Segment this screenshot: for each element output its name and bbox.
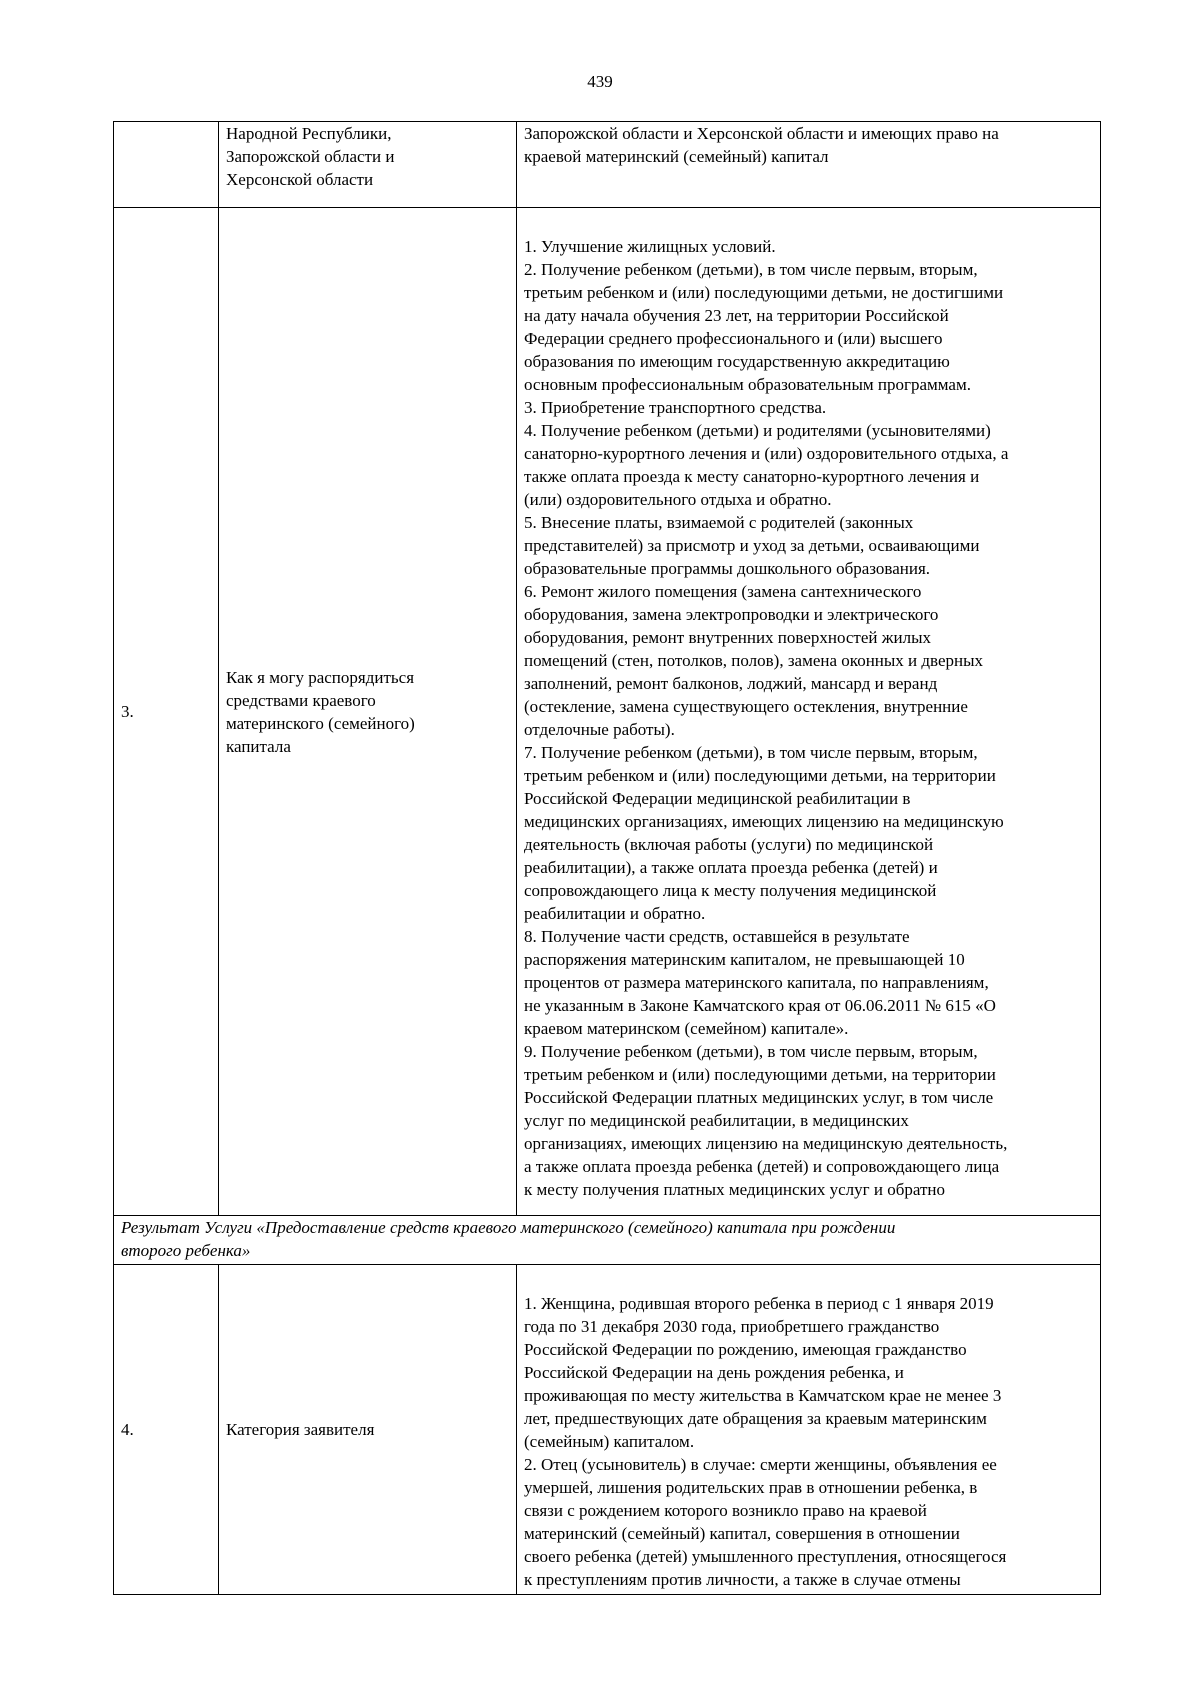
content-line: (остекление, замена существующего остекления, внутренние [524, 697, 968, 716]
content-line: 4. Получение ребенком (детьми) и родителями (усыновителями) [524, 421, 991, 440]
content-line: проживающая по месту жительства в Камчатском крае не менее 3 [524, 1386, 1002, 1405]
content-line: сопровождающего лица к месту получения медицинской [524, 881, 937, 900]
name-line: средствами краевого [226, 690, 376, 710]
page-number: 439 [587, 72, 613, 91]
content-line: распоряжения материнским капиталом, не превышающей 10 [524, 950, 965, 969]
content-line: к месту получения платных медицинских услуг и обратно [524, 1180, 945, 1199]
name-line: материнского (семейного) [226, 713, 415, 733]
content-line: образовательные программы дошкольного образования. [524, 559, 931, 578]
table-row-continuation [114, 122, 1101, 208]
row-content-cell [517, 1265, 1101, 1595]
result-heading-row [114, 1216, 1101, 1265]
content-line: 1. Женщина, родившая второго ребенка в период с 1 января 2019 [524, 1294, 994, 1313]
row-content-cell [517, 208, 1101, 1216]
content-line: краевой материнский (семейный) капитал [524, 147, 829, 166]
content-line: (семейным) капиталом. [524, 1432, 695, 1451]
content-line: также оплата проезда к месту санаторно-курортного лечения и [524, 467, 980, 486]
content-line: 5. Внесение платы, взимаемой с родителей (законных [524, 513, 914, 532]
content-line: краевом материнском (семейном) капитале». [524, 1019, 849, 1038]
row-number-cell [114, 122, 219, 208]
content-line: 2. Отец (усыновитель) в случае: смерти женщины, объявления ее [524, 1455, 997, 1474]
content-line: 2. Получение ребенком (детьми), в том числе первым, вторым, [524, 260, 978, 279]
content-line: услуг по медицинской реабилитации, в медицинских [524, 1111, 909, 1130]
row-name-cell [219, 1265, 517, 1595]
row-number-cell: 3. [114, 208, 219, 1216]
content-line: процентов от размера материнского капитала, по направлениям, [524, 973, 989, 992]
content-line: отделочные работы). [524, 720, 675, 739]
row-number-cell: 4. [114, 1265, 219, 1595]
content-line: 1. Улучшение жилищных условий. [524, 237, 776, 256]
content-line: Запорожской области и Херсонской области и имеющих право на [524, 124, 999, 143]
content-line: умершей, лишения родительских прав в отношении ребенка, в [524, 1478, 978, 1497]
content-line: к преступлениям против личности, а также в случае отмены [524, 1570, 961, 1589]
content-line: материнский (семейный) капитал, совершения в отношении [524, 1524, 960, 1543]
content-line: оборудования, ремонт внутренних поверхностей жилых [524, 628, 932, 647]
content-line: оборудования, замена электропроводки и электрического [524, 605, 939, 624]
content-line: (или) оздоровительного отдыха и обратно. [524, 490, 832, 509]
name-line: Херсонской области [226, 170, 374, 189]
content-line: третьим ребенком и (или) последующими детьми, на территории [524, 1065, 996, 1084]
content-line: а также оплата проезда ребенка (детей) и сопровождающего лица [524, 1157, 1000, 1176]
content-line: Федерации среднего профессионального и (или) высшего [524, 329, 943, 348]
content-line: медицинских организациях, имеющих лицензию на медицинскую [524, 812, 1004, 831]
row-name-cell [219, 122, 517, 208]
content-line: третьим ребенком и (или) последующими детьми, не достигшими [524, 283, 1004, 302]
result-heading-line: второго ребенка» [121, 1241, 251, 1260]
content-line: помещений (стен, потолков, полов), замена оконных и дверных [524, 651, 984, 670]
content-line: 3. Приобретение транспортного средства. [524, 398, 827, 417]
row-name-cell [219, 208, 517, 1216]
content-line: организациях, имеющих лицензию на медицинскую деятельность, [524, 1134, 1008, 1153]
content-line: своего ребенка (детей) умышленного преступления, относящегося [524, 1547, 1007, 1566]
result-heading-cell [114, 1216, 1101, 1265]
content-line: 6. Ремонт жилого помещения (замена сантехнического [524, 582, 922, 601]
name-line: Как я могу распорядиться [226, 667, 415, 687]
content-line: основным профессиональным образовательным программам. [524, 375, 971, 394]
content-line: 9. Получение ребенком (детьми), в том числе первым, вторым, [524, 1042, 978, 1061]
table-row-3 [114, 208, 1101, 1216]
content-line: Российской Федерации по рождению, имеющая гражданство [524, 1340, 967, 1359]
result-heading-line: Результат Услуги «Предоставление средств краевого материнского (семейного) капитала при рождении [121, 1218, 896, 1237]
content-line: представителей) за присмотр и уход за детьми, осваивающими [524, 536, 980, 555]
name-line: капитала [226, 736, 291, 756]
name-line: Народной Республики, [226, 124, 392, 143]
content-line: на дату начала обучения 23 лет, на территории Российской [524, 306, 949, 325]
row-content-cell [517, 122, 1101, 208]
content-line: Российской Федерации платных медицинских услуг, в том числе [524, 1088, 994, 1107]
content-line: деятельность (включая работы (услуги) по медицинской [524, 835, 934, 854]
content-line: заполнений, ремонт балконов, лоджий, мансард и веранд [524, 674, 938, 693]
content-line: 8. Получение части средств, оставшейся в результате [524, 927, 910, 946]
content-line: образования по имеющим государственную аккредитацию [524, 352, 950, 371]
content-line: санаторно-курортного лечения и (или) оздоровительного отдыха, а [524, 444, 1009, 463]
services-table [113, 121, 1101, 1595]
content-line: связи с рождением которого возникло право на краевой [524, 1501, 927, 1520]
name-line: Категория заявителя [226, 1420, 375, 1439]
content-line: не указанным в Законе Камчатского края от 06.06.2011 № 615 «О [524, 996, 996, 1015]
content-line: реабилитации), а также оплата проезда ребенка (детей) и [524, 858, 938, 877]
content-line: года по 31 декабря 2030 года, приобретшего гражданство [524, 1317, 940, 1336]
content-line: 7. Получение ребенком (детьми), в том числе первым, вторым, [524, 743, 978, 762]
content-line: третьим ребенком и (или) последующими детьми, на территории [524, 766, 996, 785]
content-line: Российской Федерации на день рождения ребенка, и [524, 1363, 904, 1382]
content-line: лет, предшествующих дате обращения за краевым материнским [524, 1409, 987, 1428]
name-line: Запорожской области и [226, 147, 395, 166]
content-line: реабилитации и обратно. [524, 904, 706, 923]
table-row-4 [114, 1265, 1101, 1595]
content-line: Российской Федерации медицинской реабилитации в [524, 789, 911, 808]
